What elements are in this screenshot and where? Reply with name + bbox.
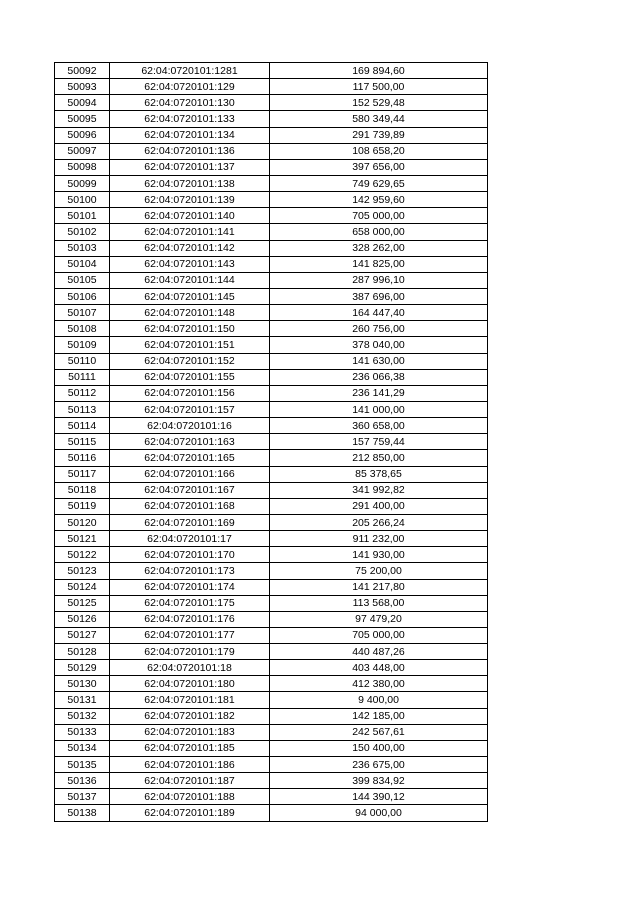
row-number-cell: 50097 [55,143,110,159]
table-row [55,579,488,595]
table-row [55,660,488,676]
row-number-cell: 50128 [55,644,110,660]
cadastral-number-cell: 62:04:0720101:175 [110,595,270,611]
table-row [55,676,488,692]
cadastral-number-cell: 62:04:0720101:163 [110,434,270,450]
cadastral-number-cell: 62:04:0720101:168 [110,498,270,514]
cadastral-number-cell: 62:04:0720101:144 [110,272,270,288]
table-row [55,611,488,627]
cadastral-number-cell: 62:04:0720101:165 [110,450,270,466]
table-row [55,385,488,401]
cadastral-value-cell: 169 894,60 [270,63,488,79]
table-row [55,175,488,191]
cadastral-value-cell: 141 000,00 [270,401,488,417]
row-number-cell: 50099 [55,175,110,191]
cadastral-value-cell: 360 658,00 [270,418,488,434]
cadastral-number-cell: 62:04:0720101:179 [110,644,270,660]
cadastral-number-cell: 62:04:0720101:177 [110,627,270,643]
cadastral-number-cell: 62:04:0720101:176 [110,611,270,627]
table-row [55,79,488,95]
cadastral-number-cell: 62:04:0720101:155 [110,369,270,385]
table-row [55,450,488,466]
row-number-cell: 50104 [55,256,110,272]
row-number-cell: 50126 [55,611,110,627]
cadastral-value-cell: 705 000,00 [270,208,488,224]
row-number-cell: 50106 [55,288,110,304]
cadastral-value-cell: 75 200,00 [270,563,488,579]
row-number-cell: 50132 [55,708,110,724]
row-number-cell: 50116 [55,450,110,466]
row-number-cell: 50134 [55,740,110,756]
table-row [55,773,488,789]
cadastral-value-cell: 157 759,44 [270,434,488,450]
table-row [55,337,488,353]
cadastral-number-cell: 62:04:0720101:1281 [110,63,270,79]
row-number-cell: 50127 [55,627,110,643]
row-number-cell: 50120 [55,514,110,530]
row-number-cell: 50118 [55,482,110,498]
cadastral-number-cell: 62:04:0720101:156 [110,385,270,401]
cadastral-number-cell: 62:04:0720101:182 [110,708,270,724]
cadastral-number-cell: 62:04:0720101:129 [110,79,270,95]
cadastral-number-cell: 62:04:0720101:142 [110,240,270,256]
table-row [55,159,488,175]
row-number-cell: 50123 [55,563,110,579]
cadastral-number-cell: 62:04:0720101:185 [110,740,270,756]
cadastral-value-cell: 580 349,44 [270,111,488,127]
cadastral-number-cell: 62:04:0720101:130 [110,95,270,111]
table-row [55,111,488,127]
cadastral-number-cell: 62:04:0720101:141 [110,224,270,240]
row-number-cell: 50103 [55,240,110,256]
cadastral-value-cell: 705 000,00 [270,627,488,643]
table-row [55,482,488,498]
row-number-cell: 50125 [55,595,110,611]
cadastral-value-cell: 236 675,00 [270,757,488,773]
table-row [55,514,488,530]
cadastral-value-cell: 749 629,65 [270,175,488,191]
cadastral-number-cell: 62:04:0720101:145 [110,288,270,304]
cadastral-number-cell: 62:04:0720101:183 [110,724,270,740]
cadastral-value-cell: 403 448,00 [270,660,488,676]
cadastral-number-cell: 62:04:0720101:174 [110,579,270,595]
table-row [55,627,488,643]
document-page [54,62,487,822]
table-row [55,321,488,337]
cadastral-number-cell: 62:04:0720101:143 [110,256,270,272]
row-number-cell: 50093 [55,79,110,95]
cadastral-number-cell: 62:04:0720101:180 [110,676,270,692]
cadastral-value-table [54,62,488,822]
table-row [55,434,488,450]
row-number-cell: 50138 [55,805,110,821]
row-number-cell: 50108 [55,321,110,337]
cadastral-value-cell: 9 400,00 [270,692,488,708]
table-row [55,644,488,660]
cadastral-number-cell: 62:04:0720101:166 [110,466,270,482]
cadastral-number-cell: 62:04:0720101:173 [110,563,270,579]
cadastral-number-cell: 62:04:0720101:152 [110,353,270,369]
table-row [55,531,488,547]
row-number-cell: 50115 [55,434,110,450]
table-row [55,708,488,724]
table-row [55,143,488,159]
table-row [55,563,488,579]
row-number-cell: 50136 [55,773,110,789]
table-row [55,224,488,240]
cadastral-value-cell: 412 380,00 [270,676,488,692]
table-row [55,192,488,208]
cadastral-value-cell: 141 825,00 [270,256,488,272]
row-number-cell: 50117 [55,466,110,482]
table-row [55,740,488,756]
cadastral-value-cell: 97 479,20 [270,611,488,627]
row-number-cell: 50131 [55,692,110,708]
cadastral-value-cell: 205 266,24 [270,514,488,530]
row-number-cell: 50122 [55,547,110,563]
cadastral-number-cell: 62:04:0720101:139 [110,192,270,208]
table-row [55,805,488,821]
cadastral-number-cell: 62:04:0720101:169 [110,514,270,530]
table-row [55,692,488,708]
table-row [55,789,488,805]
row-number-cell: 50096 [55,127,110,143]
table-row [55,288,488,304]
cadastral-value-cell: 152 529,48 [270,95,488,111]
table-row [55,208,488,224]
cadastral-value-cell: 328 262,00 [270,240,488,256]
row-number-cell: 50113 [55,401,110,417]
cadastral-value-cell: 399 834,92 [270,773,488,789]
cadastral-number-cell: 62:04:0720101:157 [110,401,270,417]
table-row [55,240,488,256]
table-row [55,256,488,272]
row-number-cell: 50095 [55,111,110,127]
cadastral-value-cell: 236 141,29 [270,385,488,401]
cadastral-number-cell: 62:04:0720101:138 [110,175,270,191]
table-row [55,595,488,611]
cadastral-value-cell: 242 567,61 [270,724,488,740]
row-number-cell: 50124 [55,579,110,595]
row-number-cell: 50129 [55,660,110,676]
cadastral-number-cell: 62:04:0720101:136 [110,143,270,159]
cadastral-number-cell: 62:04:0720101:16 [110,418,270,434]
table-row [55,724,488,740]
cadastral-value-cell: 94 000,00 [270,805,488,821]
cadastral-value-cell: 113 568,00 [270,595,488,611]
table-row [55,401,488,417]
table-row [55,353,488,369]
row-number-cell: 50094 [55,95,110,111]
cadastral-number-cell: 62:04:0720101:167 [110,482,270,498]
cadastral-value-cell: 911 232,00 [270,531,488,547]
cadastral-value-cell: 387 696,00 [270,288,488,304]
row-number-cell: 50105 [55,272,110,288]
cadastral-number-cell: 62:04:0720101:134 [110,127,270,143]
cadastral-value-cell: 142 185,00 [270,708,488,724]
cadastral-value-cell: 397 656,00 [270,159,488,175]
row-number-cell: 50130 [55,676,110,692]
cadastral-number-cell: 62:04:0720101:181 [110,692,270,708]
table-row [55,63,488,79]
cadastral-value-cell: 150 400,00 [270,740,488,756]
cadastral-number-cell: 62:04:0720101:187 [110,773,270,789]
table-row [55,272,488,288]
table-row [55,757,488,773]
cadastral-number-cell: 62:04:0720101:140 [110,208,270,224]
cadastral-value-cell: 658 000,00 [270,224,488,240]
table-row [55,466,488,482]
cadastral-number-cell: 62:04:0720101:137 [110,159,270,175]
cadastral-value-cell: 260 756,00 [270,321,488,337]
row-number-cell: 50107 [55,305,110,321]
cadastral-number-cell: 62:04:0720101:188 [110,789,270,805]
row-number-cell: 50100 [55,192,110,208]
cadastral-value-cell: 291 739,89 [270,127,488,143]
cadastral-value-cell: 142 959,60 [270,192,488,208]
table-row [55,127,488,143]
cadastral-value-cell: 291 400,00 [270,498,488,514]
cadastral-value-cell: 85 378,65 [270,466,488,482]
cadastral-value-cell: 287 996,10 [270,272,488,288]
row-number-cell: 50110 [55,353,110,369]
cadastral-value-cell: 141 217,80 [270,579,488,595]
cadastral-value-cell: 164 447,40 [270,305,488,321]
cadastral-value-cell: 341 992,82 [270,482,488,498]
row-number-cell: 50112 [55,385,110,401]
table-row [55,498,488,514]
row-number-cell: 50137 [55,789,110,805]
cadastral-number-cell: 62:04:0720101:150 [110,321,270,337]
cadastral-number-cell: 62:04:0720101:148 [110,305,270,321]
cadastral-value-cell: 108 658,20 [270,143,488,159]
row-number-cell: 50109 [55,337,110,353]
cadastral-value-cell: 117 500,00 [270,79,488,95]
row-number-cell: 50133 [55,724,110,740]
cadastral-value-cell: 141 930,00 [270,547,488,563]
row-number-cell: 50102 [55,224,110,240]
cadastral-number-cell: 62:04:0720101:133 [110,111,270,127]
row-number-cell: 50119 [55,498,110,514]
row-number-cell: 50092 [55,63,110,79]
cadastral-number-cell: 62:04:0720101:189 [110,805,270,821]
cadastral-value-cell: 440 487,26 [270,644,488,660]
cadastral-number-cell: 62:04:0720101:18 [110,660,270,676]
row-number-cell: 50114 [55,418,110,434]
cadastral-value-cell: 141 630,00 [270,353,488,369]
table-body [55,63,488,822]
table-row [55,418,488,434]
cadastral-value-cell: 144 390,12 [270,789,488,805]
table-row [55,305,488,321]
table-row [55,369,488,385]
cadastral-number-cell: 62:04:0720101:170 [110,547,270,563]
row-number-cell: 50101 [55,208,110,224]
row-number-cell: 50121 [55,531,110,547]
table-row [55,95,488,111]
row-number-cell: 50111 [55,369,110,385]
table-row [55,547,488,563]
cadastral-number-cell: 62:04:0720101:17 [110,531,270,547]
row-number-cell: 50098 [55,159,110,175]
cadastral-value-cell: 378 040,00 [270,337,488,353]
cadastral-value-cell: 212 850,00 [270,450,488,466]
row-number-cell: 50135 [55,757,110,773]
cadastral-number-cell: 62:04:0720101:151 [110,337,270,353]
cadastral-number-cell: 62:04:0720101:186 [110,757,270,773]
cadastral-value-cell: 236 066,38 [270,369,488,385]
